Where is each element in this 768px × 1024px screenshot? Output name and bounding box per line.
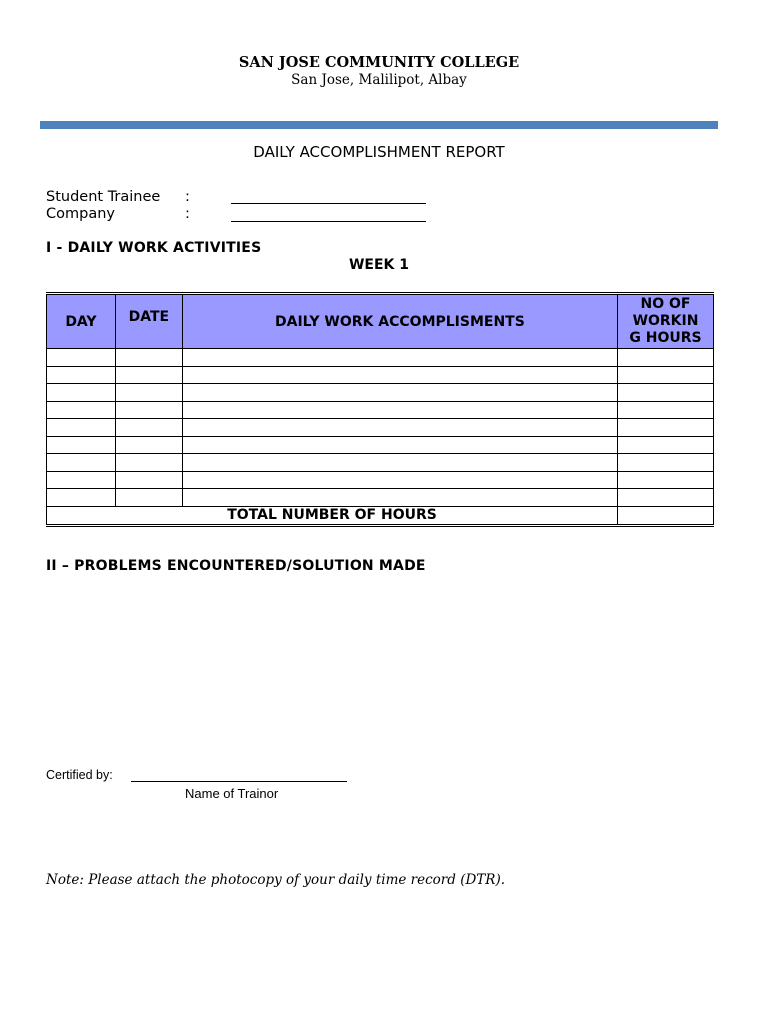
accomplishment-cell[interactable] [182, 349, 617, 367]
hours-cell[interactable] [618, 384, 714, 402]
hours-cell[interactable] [618, 454, 714, 472]
week-label: WEEK 1 [348, 257, 410, 273]
hours-cell[interactable] [618, 471, 714, 489]
college-address: San Jose, Malilipot, Albay [291, 72, 467, 88]
hours-header-line: NO OF [640, 296, 691, 312]
accomplishment-cell[interactable] [182, 489, 617, 507]
column-header-day: DAY [47, 294, 116, 349]
hours-cell[interactable] [618, 436, 714, 454]
day-cell[interactable] [47, 401, 116, 419]
section-problems-heading: II – PROBLEMS ENCOUNTERED/SOLUTION MADE [46, 558, 426, 574]
hours-cell[interactable] [618, 419, 714, 437]
certified-by-signature-line[interactable] [131, 781, 347, 782]
table-row [47, 471, 714, 489]
total-hours-cell[interactable] [618, 506, 714, 525]
header-rule [40, 121, 718, 129]
table-row [47, 419, 714, 437]
trainor-name-label: Name of Trainor [185, 786, 279, 801]
hours-cell[interactable] [618, 489, 714, 507]
activities-table [46, 292, 714, 527]
day-cell[interactable] [47, 489, 116, 507]
section-daily-work-heading: I - DAILY WORK ACTIVITIES [46, 240, 262, 256]
table-row [47, 366, 714, 384]
date-cell[interactable] [115, 349, 182, 367]
student-trainee-field[interactable] [231, 203, 426, 204]
date-cell[interactable] [115, 436, 182, 454]
date-cell[interactable] [115, 471, 182, 489]
date-cell[interactable] [115, 401, 182, 419]
day-cell[interactable] [47, 436, 116, 454]
table-row [47, 489, 714, 507]
date-cell[interactable] [115, 489, 182, 507]
hours-cell[interactable] [618, 349, 714, 367]
company-label: Company [46, 206, 115, 222]
date-cell[interactable] [115, 454, 182, 472]
hours-header-line: G HOURS [629, 330, 702, 346]
company-colon: : [185, 206, 190, 222]
accomplishment-cell[interactable] [182, 366, 617, 384]
day-cell[interactable] [47, 454, 116, 472]
student-trainee-colon: : [185, 189, 190, 205]
date-cell[interactable] [115, 419, 182, 437]
day-cell[interactable] [47, 366, 116, 384]
accomplishment-cell[interactable] [182, 454, 617, 472]
day-cell[interactable] [47, 384, 116, 402]
date-cell[interactable] [115, 366, 182, 384]
student-trainee-label: Student Trainee [46, 189, 161, 205]
college-name: SAN JOSE COMMUNITY COLLEGE [238, 54, 520, 71]
dtr-note: Note: Please attach the photocopy of your daily time record (DTR). [46, 872, 506, 888]
column-header-hours [618, 294, 714, 349]
hours-cell[interactable] [618, 401, 714, 419]
accomplishment-cell[interactable] [182, 401, 617, 419]
date-cell[interactable] [115, 384, 182, 402]
column-header-date: DATE [115, 294, 182, 349]
day-cell[interactable] [47, 349, 116, 367]
table-header-row [47, 294, 714, 349]
hours-header-line: WORKIN [632, 313, 699, 329]
table-row [47, 349, 714, 367]
company-field[interactable] [231, 221, 426, 222]
report-title: DAILY ACCOMPLISHMENT REPORT [253, 143, 505, 161]
table-row [47, 384, 714, 402]
accomplishment-cell[interactable] [182, 419, 617, 437]
day-cell[interactable] [47, 419, 116, 437]
accomplishment-cell[interactable] [182, 384, 617, 402]
certified-by-label: Certified by: [46, 768, 113, 782]
hours-cell[interactable] [618, 366, 714, 384]
column-header-accomplishments: DAILY WORK ACCOMPLISMENTS [182, 294, 617, 349]
table-row [47, 454, 714, 472]
table-row [47, 436, 714, 454]
accomplishment-cell[interactable] [182, 436, 617, 454]
accomplishment-cell[interactable] [182, 471, 617, 489]
total-row [47, 506, 714, 525]
day-cell[interactable] [47, 471, 116, 489]
total-hours-label: TOTAL NUMBER OF HOURS [47, 506, 618, 525]
table-row [47, 401, 714, 419]
